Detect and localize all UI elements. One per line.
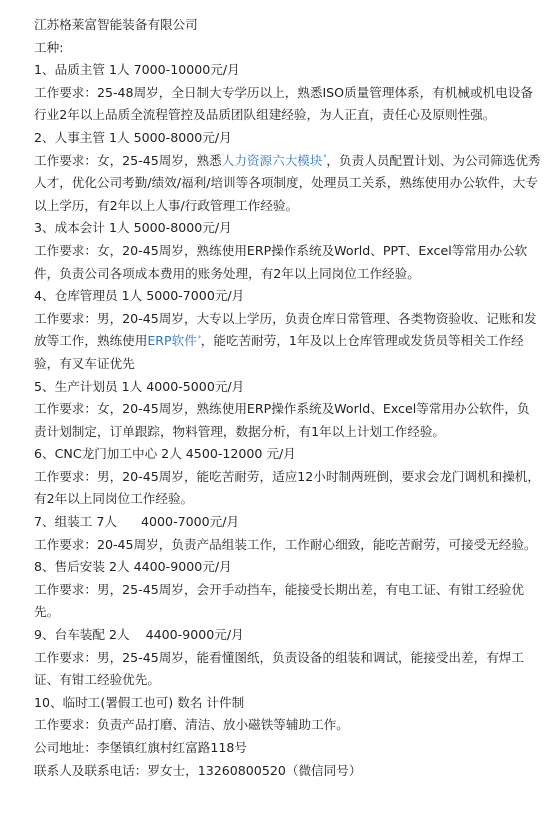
position-title: 6、CNC龙门加工中心 2人 4500-12000 元/月 xyxy=(34,446,296,462)
position-title: 7、组装工 7人 4000-7000元/月 xyxy=(34,514,240,530)
position-title: 1、品质主管 1人 7000-10000元/月 xyxy=(34,62,240,78)
company-address: 公司地址：李堡镇红旗村红富路118号 xyxy=(34,740,247,755)
requirement-text: ，负责人员配置计划、为公司筛选优秀人才，优化公司考勤/绩效/福利/培训等各项制度，处理员工关系，熟练使用办公软件，大专以上学历，有2年以上人事/行政管理工作经验。 xyxy=(34,152,541,213)
position-requirement: 工作要求：25-48周岁，全日制大专学历以上，熟悉ISO质量管理体系，有机械或机电设备行业2年以上品质全流程管控及品质团队组建经验，为人正直，责任心及原则性强。 xyxy=(34,84,533,123)
position-requirement: 工作要求：男，20-45周岁，能吃苦耐劳，适应12小时制两班倒，要求会龙门调机和操机，有2年以上同岗位工作经验。 xyxy=(34,468,540,507)
erp-software-link[interactable]: ERP软件 xyxy=(147,333,197,349)
hr-modules-link[interactable]: 人力资源六大模块 xyxy=(221,152,323,168)
position-title: 10、临时工(署假工也可) 数名 计件制 xyxy=(34,694,245,710)
position-title: 4、仓库管理员 1人 5000-7000元/月 xyxy=(34,288,245,304)
position-requirement: 工作要求：20-45周岁，负责产品组装工作，工作耐心细致，能吃苦耐劳，可接受无经验。 xyxy=(34,536,537,552)
requirement-text: 工作要求：男，20-45周岁，大专以上学历，负责仓库日常管理、各类物资验收、记账和发放等工作，熟练使用 xyxy=(34,310,537,349)
search-mark-icon[interactable]: ᵠ xyxy=(197,334,201,343)
position-requirement: 工作要求：男，25-45周岁，能看懂图纸，负责设备的组装和调试，能接受出差，有焊工证、有钳工经验优先。 xyxy=(34,649,524,688)
requirement-text: ，能吃苦耐劳，1年及以上仓库管理或发货员等相关工作经验，有叉车证优先 xyxy=(34,333,524,371)
position-title: 5、生产计划员 1人 4000-5000元/月 xyxy=(34,378,245,394)
position-title: 2、人事主管 1人 5000-8000元/月 xyxy=(34,129,232,145)
contact-info: 联系人及联系电话：罗女士，13260800520（微信同号） xyxy=(34,762,362,778)
position-requirement: 工作要求：女，20-45周岁，熟练使用ERP操作系统及World、PPT、Excel等常用办公软件，负责公司各项成本费用的账务处理，有2年以上同岗位工作经验。 xyxy=(34,242,528,281)
requirement-text: 工作要求：女，25-45周岁，熟悉 xyxy=(34,152,222,168)
position-requirement xyxy=(34,308,542,376)
position-title: 8、售后安装 2人 4400-9000元/月 xyxy=(34,559,232,575)
position-requirement xyxy=(34,150,542,218)
position-title: 9、台车装配 2人 4400-9000元/月 xyxy=(34,627,244,643)
jobs-label: 工种: xyxy=(34,39,64,55)
search-mark-icon[interactable]: ᵠ xyxy=(323,153,327,162)
company-name: 江苏格莱富智能装备有限公司 xyxy=(34,17,198,32)
position-requirement: 工作要求：负责产品打磨、清洁、放小磁铁等辅助工作。 xyxy=(34,717,349,733)
position-requirement: 工作要求：女，20-45周岁，熟练使用ERP操作系统及World、Excel等常用办公软件，负责计划制定，订单跟踪，物料管理，数据分析，有1年以上计划工作经验。 xyxy=(34,401,530,439)
position-title: 3、成本会计 1人 5000-8000元/月 xyxy=(34,220,232,236)
position-requirement: 工作要求：男，25-45周岁，会开手动挡车，能接受长期出差，有电工证、有钳工经验优先。 xyxy=(34,581,524,620)
